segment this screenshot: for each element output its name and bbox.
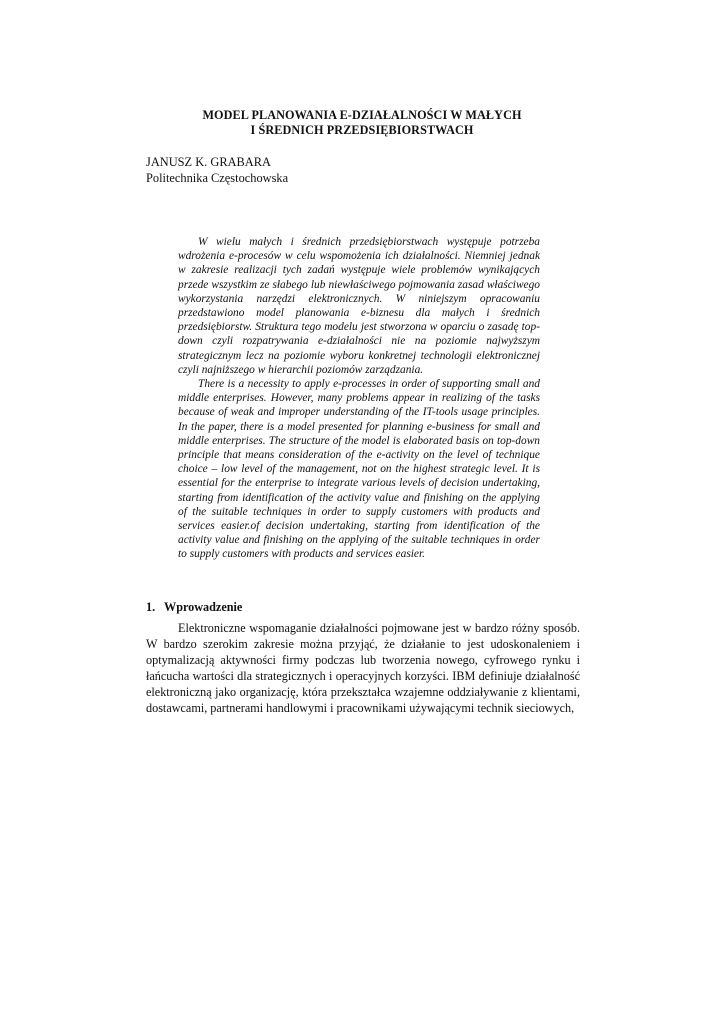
paper-title: [146, 108, 578, 138]
section-title: Wprowadzenie: [164, 600, 243, 614]
author-name: JANUSZ K. GRABARA: [146, 155, 271, 169]
section-body: [146, 621, 580, 716]
section-heading: [146, 599, 242, 615]
author-block: [146, 154, 288, 186]
author-affiliation: Politechnika Częstochowska: [146, 171, 289, 185]
section-number: 1.: [146, 600, 156, 614]
abstract-polish: W wielu małych i średnich przedsiębiorstwach występuje potrzeba wdrożenia e-procesów w celu wspomożenia ich działalności. Niemniej jednak w zakresie realizacji tych zadań występuje wiele problemów wynikających przede wszystkim ze słabego lub niewłaściwego pojmowania zasad właściwego wykorzystania narzędzi elektronicznych. W niniejszym opracowaniu przedstawiono model planowania e-biznesu dla małych i średnich przedsiębiorstw. Struktura tego modelu jest stworzona w oparciu o zasadę top-down czyli rozpatrywania e-działalności nie na poziomie najwyższym strategicznym lecz na poziomie wyboru konkretnej technologii elektronicznej czyli najniższego w hierarchii poziomów zarządzania.: [178, 236, 540, 376]
abstract-english: There is a necessity to apply e-processes in order of supporting small and middle enterprises. However, many problems appear in realizing of the tasks because of weak and improper understanding of the IT-tools usage principles. In the paper, there is a model presented for planning e-business for small and middle enterprises. The structure of the model is elaborated basis on top-down principle that means consideration of the e-activity on the level of technique choice – low level of the management, not on the highest strategic level. It is essential for the enterprise to integrate various levels of decision undertaking, starting from identification of the activity value and finishing on the applying of the suitable techniques in order to supply customers with products and services easier.of decision undertaking, starting from identification of the activity value and finishing on the applying of the suitable techniques in order to supply customers with products and services easier.: [178, 378, 540, 561]
abstract: [178, 235, 540, 562]
paper-title-line-1: MODEL PLANOWANIA E-DZIAŁALNOŚCI W MAŁYCH: [202, 108, 522, 122]
paper-title-line-2: I ŚREDNICH PRZEDSIĘBIORSTWACH: [250, 123, 474, 137]
body-paragraph: Elektroniczne wspomaganie działalności pojmowane jest w bardzo różny sposób. W bardzo szerokim zakresie można przyjąć, że działanie to jest udoskonaleniem i optymalizacją aktywności firmy podczas lub tworzenia nowego, cyfrowego rynku i łańcucha wartości dla strategicznych i operacyjnych korzyści. IBM definiuje działalność elektroniczną jako organizację, która przekształca wzajemne oddziaływanie z klientami, dostawcami, partnerami handlowymi i pracownikami używającymi technik sieciowych,: [146, 621, 580, 715]
